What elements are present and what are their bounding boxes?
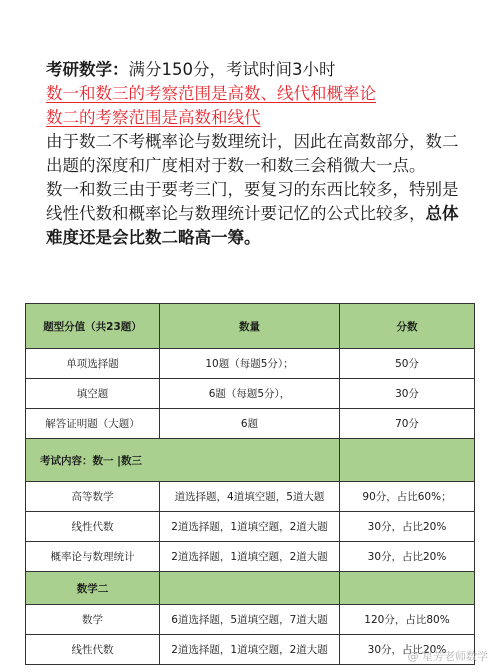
section-label: 考试内容：数一 |数三 [26,439,340,482]
score-table [25,303,475,665]
cell-count: 6题（每题5分）， [160,379,340,409]
cell-subject: 线性代数 [26,512,160,542]
cell-count: 2道选择题，1道填空题，2道大题 [160,512,340,542]
header-question-type: 题型分值（共23题） [26,304,160,349]
section-empty-cell [160,572,340,605]
header-count: 数量 [160,304,340,349]
cell-count: 2道选择题，1道填空题，2道大题 [160,635,340,665]
intro-text [46,58,466,250]
cell-score: 30分，占比20% [340,635,475,665]
paragraph-normal: 数一和数三由于要考三门，要复习的东西比较多，特别是线性代数和概率论与数理统计要记忆的公式比较多， [46,180,459,223]
table-header-row [26,304,475,349]
table-row [26,409,475,439]
cell-score: 30分 [340,379,475,409]
table-row [26,542,475,572]
header-score: 分数 [340,304,475,349]
section-row-math1-3 [26,439,475,482]
cell-subject: 数学 [26,605,160,635]
cell-count: 2道选择题，1道填空题，2道大题 [160,542,340,572]
section-row-math2 [26,572,475,605]
cell-score: 120分，占比80% [340,605,475,635]
section-empty-cell [340,572,475,605]
section-label: 数学二 [26,572,160,605]
cell-subject: 高等数学 [26,482,160,512]
heading-label: 考研数学： [46,60,129,79]
section-empty-cell [340,439,475,482]
cell-score: 90分，占比60%； [340,482,475,512]
cell-count: 道选择题，4道填空题，5道大题 [160,482,340,512]
cell-type: 解答证明题（大题） [26,409,160,439]
watermark: @ 星芳老师数学 [407,650,488,663]
cell-score: 30分，占比20% [340,542,475,572]
scope-line-2: 数二的考察范围是高数和线代 [46,108,261,127]
cell-count: 10题（每题5分）； [160,349,340,379]
table-row [26,605,475,635]
heading-line [46,58,466,82]
cell-subject: 线性代数 [26,635,160,665]
cell-score: 30分，占比20% [340,512,475,542]
paragraph-bold: 总体难度还是会比数二略高一筹。 [46,204,459,247]
table-row [26,349,475,379]
table-row [26,379,475,409]
table-row [26,512,475,542]
cell-subject: 概率论与数理统计 [26,542,160,572]
cell-count: 6道选择题，5道填空题，7道大题 [160,605,340,635]
heading-rest: 满分150分，考试时间3小时 [128,60,336,79]
scope-line-1: 数一和数三的考察范围是高数、线代和概率论 [46,84,376,103]
table-row [26,482,475,512]
cell-score: 50分 [340,349,475,379]
cell-count: 6题 [160,409,340,439]
paragraph-math1-3 [46,178,466,250]
cell-type: 单项选择题 [26,349,160,379]
paragraph-math2: 由于数二不考概率论与数理统计，因此在高数部分，数二出题的深度和广度相对于数一和数三会稍微大一点。 [46,132,459,175]
cell-score: 70分 [340,409,475,439]
cell-type: 填空题 [26,379,160,409]
